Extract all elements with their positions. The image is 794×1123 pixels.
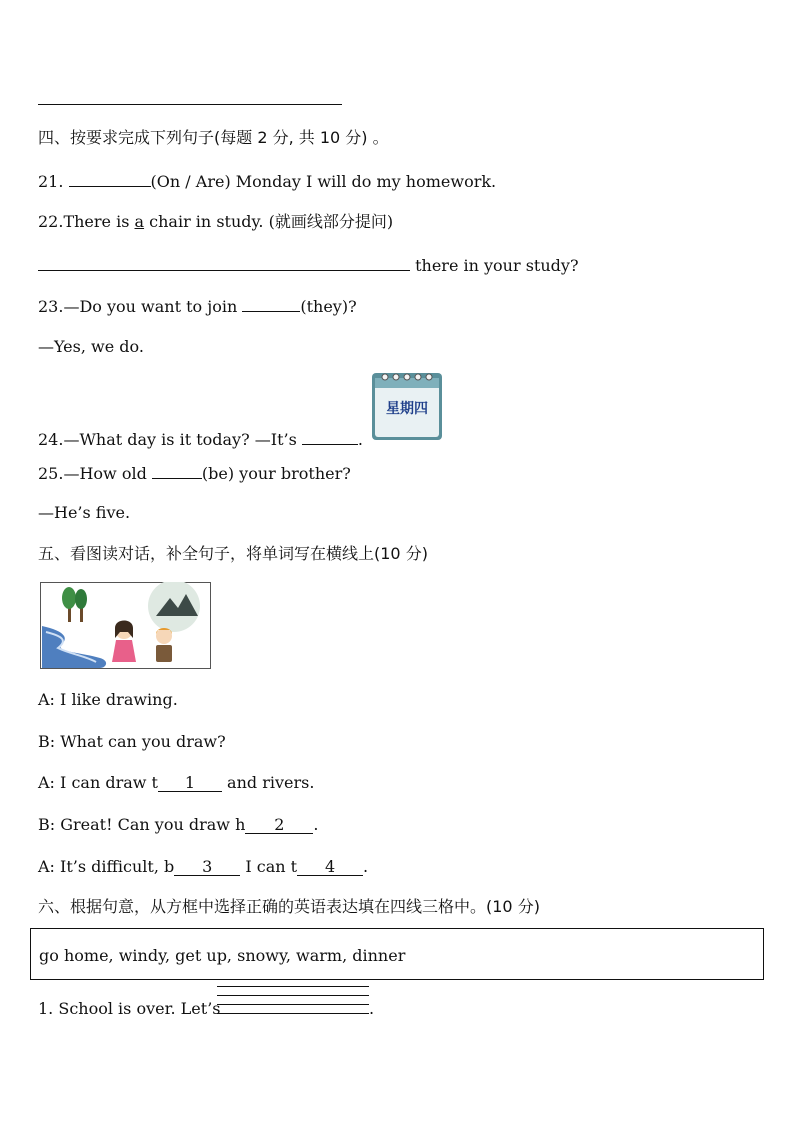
- section6-question-1: [38, 999, 220, 1019]
- blank-4[interactable]: 4: [297, 859, 363, 876]
- q21-hint: (On / Are) Monday I will do my homework.: [150, 172, 497, 191]
- section4-heading: 四、按要求完成下列句子(每题 2 分, 共 10 分) 。: [38, 128, 389, 147]
- dialogue-line-2: B: What can you draw?: [38, 732, 226, 751]
- s6q1-end: .: [369, 999, 375, 1018]
- word-bank-box: [30, 928, 764, 980]
- d5-suffix: .: [363, 857, 369, 876]
- question-22: [38, 212, 393, 232]
- q22-suffix: chair in study. (就画线部分提问): [144, 212, 394, 231]
- q23-text: 23.—Do you want to join: [38, 297, 243, 316]
- question-22-answer: [38, 254, 579, 276]
- dialogue-line-3: [38, 773, 314, 793]
- four-line-writing-grid[interactable]: [217, 986, 369, 1014]
- d5-prefix: A: It’s difficult, b: [38, 857, 175, 876]
- q24-end: .: [357, 430, 363, 449]
- d5-middle: I can t: [240, 857, 298, 876]
- blank-2[interactable]: 2: [245, 817, 313, 834]
- q25-hint: (be) your brother?: [201, 464, 351, 483]
- dialogue-line-1: A: I like drawing.: [38, 690, 178, 709]
- question-23-reply: —Yes, we do.: [38, 337, 144, 356]
- calendar-icon: [371, 369, 443, 441]
- d3-prefix: A: I can draw t: [38, 773, 158, 792]
- q22-answer-suffix: there in your study?: [410, 256, 579, 275]
- q23-hint: (they)?: [300, 297, 357, 316]
- q21-blank[interactable]: [69, 170, 151, 187]
- section5-heading: 五、看图读对话，补全句子，将单词写在横线上(10 分): [38, 544, 428, 563]
- word-bank-text: go home, windy, get up, snowy, warm, dinner: [39, 946, 406, 965]
- d4-suffix: .: [313, 815, 319, 834]
- question-25-reply: —He’s five.: [38, 503, 131, 522]
- answer-line-top: [38, 104, 342, 105]
- question-23: [38, 295, 357, 317]
- question-24: [38, 428, 363, 450]
- question-25: [38, 462, 351, 484]
- s6q1-prefix: 1. School is over. Let’s: [38, 999, 221, 1018]
- d3-suffix: and rivers.: [221, 773, 315, 792]
- q25-blank[interactable]: [152, 462, 202, 479]
- section6-heading: 六、根据句意，从方框中选择正确的英语表达填在四线三格中。(10 分): [38, 897, 540, 916]
- q22-prefix: 22.There is: [38, 212, 135, 231]
- question-21: [38, 170, 496, 192]
- q25-prefix: 25.—How old: [38, 464, 152, 483]
- q23-blank[interactable]: [242, 295, 300, 312]
- drawing-scene-image: [40, 582, 211, 669]
- dialogue-line-4: [38, 815, 318, 835]
- q22-answer-blank[interactable]: [38, 254, 410, 271]
- d4-prefix: B: Great! Can you draw h: [38, 815, 246, 834]
- q24-text: 24.—What day is it today? —It’s: [38, 430, 302, 449]
- blank-1[interactable]: 1: [158, 775, 222, 792]
- q22-underlined-word: a: [134, 212, 145, 231]
- dialogue-line-5: [38, 857, 368, 877]
- blank-3[interactable]: 3: [174, 859, 240, 876]
- q24-blank[interactable]: [302, 428, 358, 445]
- calendar-label: 星期四: [386, 401, 428, 417]
- q21-number: 21.: [38, 172, 64, 191]
